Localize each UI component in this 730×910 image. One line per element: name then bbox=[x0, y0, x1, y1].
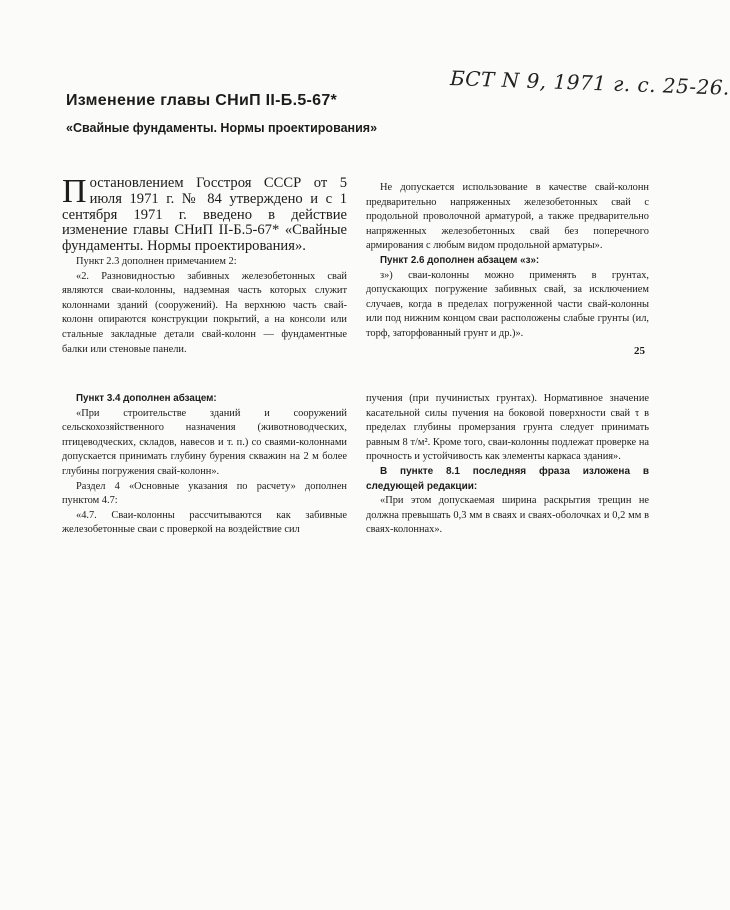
document-title: Изменение главы СНиП II-Б.5-67* bbox=[66, 92, 338, 109]
lead-text: остановлением Госстроя СССР от 5 июля 1971 г. № 84 утверждено и с 1 сентября 1971 г. введено в действие изменение главы СНиП II-Б.5-67* «Свайные фундаменты. Нормы проектирования». bbox=[62, 175, 347, 255]
paragraph: Не допускается использование в качестве свай-колонн предварительно напряженных железобетонных свай с продольной проволочной арматурой, а также предварительно напряженных железобетонных свай без поперечного армирования с любым видом продольной арматуры». bbox=[366, 182, 649, 252]
page-number: 25 bbox=[634, 345, 645, 357]
paragraph-heading: Пункт 2.3 дополнен примечанием 2: bbox=[76, 255, 237, 267]
paragraph-heading: Пункт 3.4 дополнен абзацем: bbox=[76, 393, 217, 404]
paragraph: пучения (при пучинистых грунтах). Нормативное значение касательной силы пучения на боковой поверхности свай τ в пределах глубины промерзания грунта следует принимать равным 8 т/м². Кроме того, сваи-колонны подлежат проверке на прочность и устойчивость как элементы каркаса здания». bbox=[366, 393, 649, 463]
top-left-column bbox=[62, 173, 347, 357]
paragraph: «При этом допускаемая ширина раскрытия трещин не должна превышать 0,3 мм в сваях и сваях-оболочках и 0,2 мм в сваях-колоннах». bbox=[366, 495, 649, 536]
paragraph-heading: В пункте 8.1 последняя фраза изложена в следующей редакции: bbox=[366, 465, 649, 492]
bottom-right-column bbox=[366, 392, 649, 538]
document-subtitle: «Свайные фундаменты. Нормы проектирования» bbox=[66, 121, 378, 135]
paragraph: з») сваи-колонны можно применять в грунтах, допускающих погружение забивных свай, за исключением случаев, когда в пределах погруженной части свай-колонны или под нижним концом сваи расположены слабые грунты (ил, торф, заторфованный грунт и др.)». bbox=[366, 269, 649, 339]
paragraph: «4.7. Сваи-колонны рассчитываются как забивные железобетонные сваи с проверкой на воздействие сил bbox=[62, 509, 347, 536]
drop-cap: П bbox=[62, 173, 87, 210]
handwritten-citation: БСТ N 9, 1971 г. с. 25-26. bbox=[449, 65, 730, 100]
bottom-left-column bbox=[62, 392, 347, 538]
paragraph: «2. Разновидностью забивных железобетонных свай являются сваи-колонны, надземная часть которых служит колоннами зданий (сооружений). На верхнюю часть свай-колонн опираются конструкции покрытий, а на консоли или стальные закладные детали свай-колонн — фундаментные балки или стеновые панели. bbox=[62, 270, 347, 355]
paragraph: «При строительстве зданий и сооружений сельскохозяйственного назначения (животноводческих, птицеводческих, складов, навесов и т. п.) со сваями-колоннами допускается принимать глубину бурения скважин на 2 м более глубины погружения свай-колонн». bbox=[62, 407, 347, 477]
top-right-column bbox=[366, 181, 649, 342]
lead-paragraph bbox=[62, 173, 347, 255]
paragraph-heading: Пункт 2.6 дополнен абзацем «з»: bbox=[380, 254, 540, 266]
paragraph: Раздел 4 «Основные указания по расчету» дополнен пунктом 4.7: bbox=[62, 480, 347, 507]
